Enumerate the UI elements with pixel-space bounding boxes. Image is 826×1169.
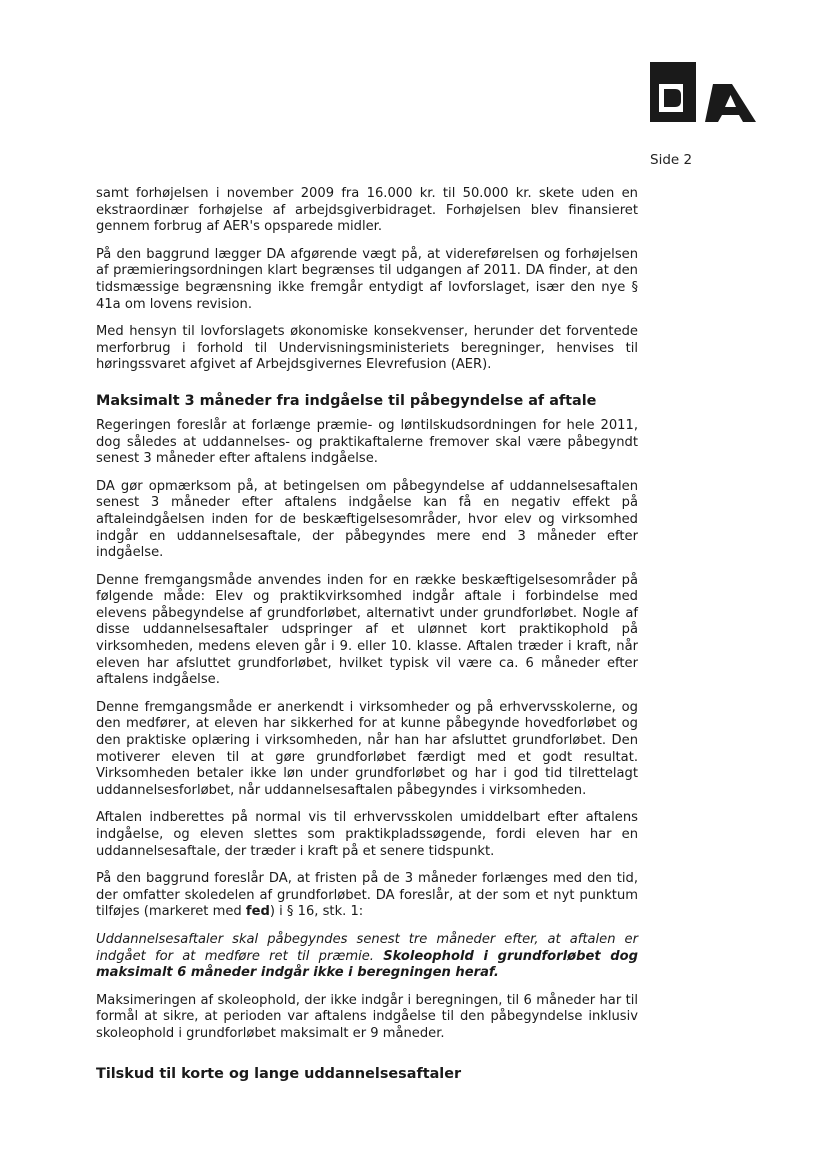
- paragraph: Denne fremgangsmåde anvendes inden for en række beskæftigelsesområder på følgende måde: Elev og praktikvirksomhed indgår aftale i forbindelse med elevens påbegyndelse af grundforløbet, alternativt under grundforløbet. Nogle af disse uddannelsesaftaler udspringer af et ulønnet kort praktikophold på virksomheden, medens eleven går i 9. eller 10. klasse. Aftalen træder i kraft, når eleven har afsluttet grundforløbet, hvilket typisk vil være ca. 6 måneder efter aftalens indgåelse.: [96, 572, 638, 688]
- paragraph: Aftalen indberettes på normal vis til erhvervsskolen umiddelbart efter aftalens indgåelse, og eleven slettes som praktikpladssøgende, fordi eleven har en uddannelsesaftale, der træder i kraft på et senere tidspunkt.: [96, 810, 638, 859]
- paragraph: Med hensyn til lovforslagets økonomiske konsekvenser, herunder det forventede merforbrug i forhold til Undervisningsministeriets beregninger, henvises til høringssvaret afgivet af Arbejdsgivernes Elevrefusion (AER).: [96, 324, 638, 373]
- paragraph: Maksimeringen af skoleophold, der ikke indgår i beregningen, til 6 måneder har til formål at sikre, at perioden var aftalens indgåelse til den påbegyndelse inklusiv skoleophold i grundforløbet maksimalt er 9 måneder.: [96, 992, 638, 1041]
- paragraph: DA gør opmærksom på, at betingelsen om påbegyndelse af uddannelsesaftalen senest 3 måneder efter aftalens indgåelse kan få en negativ effekt på aftaleindgåelsen inden for de beskæftigelsesområder, hvor elev og virksomhed indgår en uddannelsesaftale, der påbegyndes mere end 3 måneder efter indgåelse.: [96, 478, 638, 561]
- paragraph: samt forhøjelsen i november 2009 fra 16.000 kr. til 50.000 kr. skete uden en ekstraordinær forhøjelse af arbejdsgiverbidraget. Forhøjelsen blev finansieret gennem forbrug af AER's opsparede midler.: [96, 186, 638, 235]
- da-logo: [650, 62, 756, 122]
- paragraph: [96, 871, 638, 921]
- paragraph-text: ) i § 16, stk. 1:: [269, 904, 364, 920]
- section-heading: Maksimalt 3 måneder fra indgåelse til påbegyndelse af aftale: [96, 392, 597, 409]
- paragraph: Regeringen foreslår at forlænge præmie- og løntilskudsordningen for hele 2011, dog således at uddannelses- og praktikaftalerne fremover skal være påbegyndt senest 3 måneder efter aftalens indgåelse.: [96, 417, 638, 467]
- paragraph-text: På den baggrund foreslår DA, at fristen på de 3 måneder forlænges med den tid, der omfatter skoledelen af grundforløbet. DA foreslår, at der som et nyt punktum tilføjes (markeret med: [96, 871, 638, 920]
- logo-d-shape: [664, 89, 681, 107]
- paragraph: Denne fremgangsmåde er anerkendt i virksomheder og på erhvervsskolerne, og den medfører, at eleven har sikkerhed for at kunne påbegynde hovedforløbet og den praktiske oplæring i virksomheden, når han har afsluttet grundforløbet. Den motiverer eleven til at gøre grundforløbet færdigt med et godt resultat. Virksomheden betaler ikke løn under grundforløbet og har i god tid tilrettelagt uddannelsesforløbet, når uddannelsesaftalen påbegyndes i virksomheden.: [96, 699, 638, 798]
- page-number: Side 2: [650, 152, 693, 168]
- section-heading: Tilskud til korte og lange uddannelsesaftaler: [96, 1065, 462, 1082]
- proposed-law-text: [96, 932, 638, 982]
- document-body: [96, 186, 638, 1091]
- paragraph: På den baggrund lægger DA afgørende vægt på, at videreførelsen og forhøjelsen af præmieringsordningen klart begrænses til udgangen af 2011. DA finder, at den tidsmæssige begrænsning ikke fremgår entydigt af lovforslaget, især den nye § 41a om lovens revision.: [96, 246, 638, 312]
- bold-marker-word: fed: [245, 904, 270, 920]
- quote-regular-text: Uddannelsesaftaler skal påbegyndes senest tre måneder efter, at aftalen er indgået for at medføre ret til præmie.: [96, 931, 638, 964]
- quote-bold-text: Skoleophold i grundforløbet dog maksimalt 6 måneder indgår ikke i beregningen heraf.: [96, 948, 638, 981]
- logo-a-shape: [705, 84, 756, 122]
